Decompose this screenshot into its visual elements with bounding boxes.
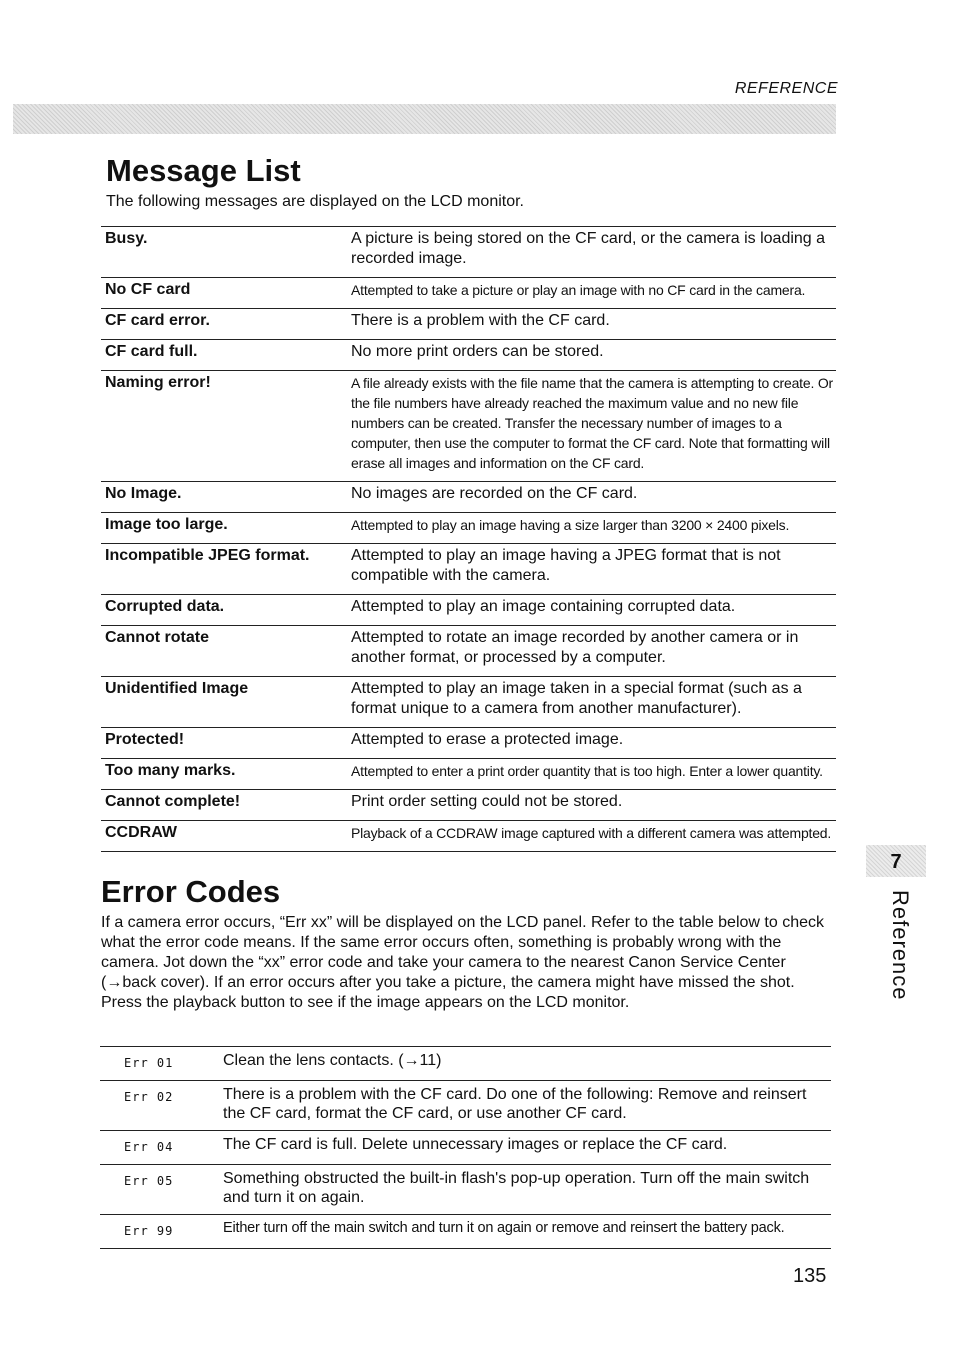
error-code: Err 05 [100,1165,223,1215]
message-description: No more print orders can be stored. [347,340,836,371]
chapter-tab-label: Reference [888,890,913,1001]
message-term: CCDRAW [101,821,347,852]
message-term: Protected! [101,728,347,759]
message-description: No images are recorded on the CF card. [347,482,836,513]
message-term: No Image. [101,482,347,513]
table-row [101,227,836,278]
message-description: Print order setting could not be stored. [347,790,836,821]
error-code: Err 04 [100,1131,223,1165]
error-codes-intro: If a camera error occurs, “Err xx” will be displayed on the LCD panel. Refer to the table below to check what the error code means. If the same error occurs often, something is probably wrong with the camera. Jot down the “xx” error code and take your camera to the nearest Canon Service Center (→back cover). If an error occurs after you take a picture, the camera might have missed the shot. Press the playback button to see if the image appears on the LCD monitor. [101,914,824,1011]
message-description: Attempted to erase a protected image. [347,728,836,759]
table-row [101,544,836,595]
message-term: CF card full. [101,340,347,371]
table-row [101,278,836,309]
message-description: Attempted to enter a print order quantity that is too high. Enter a lower quantity. [347,759,836,790]
table-row [101,340,836,371]
section-header-label: REFERENCE [734,80,838,97]
table-row [101,371,836,482]
table-row [101,759,836,790]
message-term: Incompatible JPEG format. [101,544,347,595]
message-description: Attempted to play an image having a JPEG format that is not compatible with the camera. [347,544,836,595]
message-description: A picture is being stored on the CF card, or the camera is loading a recorded image. [347,227,836,278]
message-description: A file already exists with the file name that the camera is attempting to create. Or the file numbers have already reached the maximum value and no new file numbers can be created. Transfer the necessary number of images to a computer, then use the computer to format the CF card. Note that formatting will erase all images and information on the CF card. [347,371,836,482]
message-description: Attempted to play an image taken in a special format (such as a format unique to a camera from another manufacturer). [347,677,836,728]
message-term: CF card error. [101,309,347,340]
error-codes-title: Error Codes [101,874,281,909]
message-description: Playback of a CCDRAW image captured with a different camera was attempted. [347,821,836,852]
error-codes-table [100,1046,831,1249]
table-row [100,1081,831,1131]
error-code: Err 99 [100,1215,223,1249]
message-term: Image too large. [101,513,347,544]
error-code: Err 01 [100,1047,223,1081]
message-list-title: Message List [106,153,301,188]
error-description: Either turn off the main switch and turn it on again or remove and reinsert the battery pack. [223,1215,831,1249]
table-row [100,1165,831,1215]
message-term: Corrupted data. [101,595,347,626]
table-row [101,595,836,626]
table-row [101,790,836,821]
error-code: Err 02 [100,1081,223,1131]
error-description: The CF card is full. Delete unnecessary images or replace the CF card. [223,1131,831,1165]
table-row [101,821,836,852]
error-description: There is a problem with the CF card. Do one of the following: Remove and reinsert the CF card, format the CF card, or use another CF card. [223,1081,831,1131]
chapter-tab-number: 7 [866,845,926,877]
table-row [100,1131,831,1165]
message-term: Cannot complete! [101,790,347,821]
table-row [101,309,836,340]
table-row [100,1215,831,1249]
table-row [101,677,836,728]
table-row [100,1047,831,1081]
header-bar [13,104,836,134]
page-number: 135 [793,1265,827,1287]
message-description: Attempted to play an image having a size larger than 3200 × 2400 pixels. [347,513,836,544]
error-description: Clean the lens contacts. (→11) [223,1047,831,1081]
message-description: Attempted to rotate an image recorded by another camera or in another format, or processed by a computer. [347,626,836,677]
message-term: Naming error! [101,371,347,482]
table-row [101,482,836,513]
message-term: Cannot rotate [101,626,347,677]
message-description: There is a problem with the CF card. [347,309,836,340]
message-term: Too many marks. [101,759,347,790]
message-description: Attempted to take a picture or play an image with no CF card in the camera. [347,278,836,309]
message-description: Attempted to play an image containing corrupted data. [347,595,836,626]
message-term: No CF card [101,278,347,309]
message-term: Unidentified Image [101,677,347,728]
message-list-table [101,226,836,852]
table-row [101,513,836,544]
message-term: Busy. [101,227,347,278]
table-row [101,728,836,759]
table-row [101,626,836,677]
message-list-intro: The following messages are displayed on the LCD monitor. [106,193,524,210]
error-description: Something obstructed the built-in flash's pop-up operation. Turn off the main switch and turn it on again. [223,1165,831,1215]
